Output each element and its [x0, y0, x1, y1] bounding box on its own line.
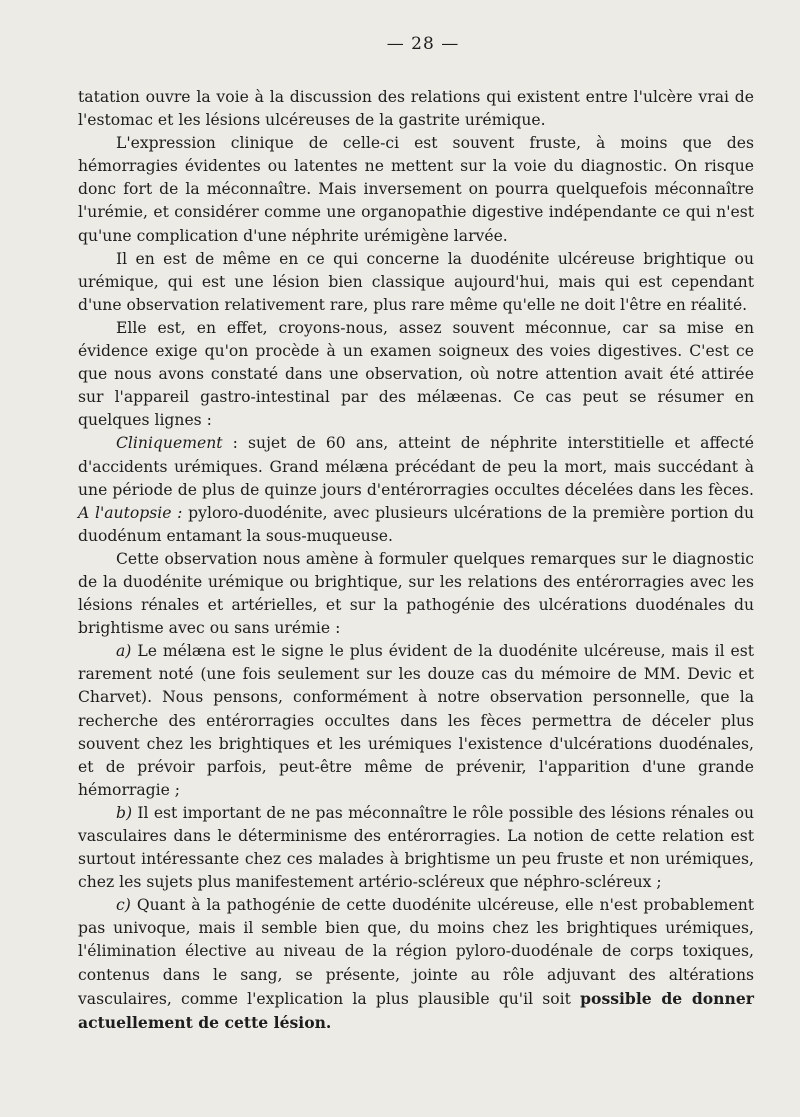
paragraph-2: L'expression clinique de celle-ci est souvent fruste, à moins que des hémorragies évidentes ou latentes ne mettent sur la voie du diagnostic. On risque donc fort de la méconnaître. Mais inversement on pourra quelquefois méconnaître l'urémie, et considérer comme une organopathie digestive indépendante ce qui n'est qu'une complication d'une néphrite urémigène larvée.	[78, 134, 754, 245]
item-b-label: b)	[116, 803, 133, 822]
body-text	[78, 86, 754, 1035]
item-c	[78, 894, 754, 1035]
clinical-label: Cliniquement	[116, 434, 223, 453]
item-b	[78, 802, 754, 894]
autopsy-label: A l'autopsie :	[78, 503, 183, 522]
item-c-final-text: possible de donner actuellement de cette lésion.	[78, 988, 754, 1032]
item-a-text: Le mélæna est le signe le plus évident de la duodénite ulcéreuse, mais il est rarement noté (une fois seulement sur les douze cas du mémoire de MM. Devic et Charvet). Nous pensons, conformément à notre observation personnelle, que la recherche des entérorragies occultes dans les fèces permettra de déceler plus souvent chez les brightiques et les urémiques l'existence d'ulcérations duodénales, et de prévoir parfois, peut-être même de prévenir, l'apparition d'une grande hémorragie ;	[78, 642, 754, 799]
item-c-label: c)	[116, 896, 131, 915]
paragraph-4: Elle est, en effet, croyons-nous, assez souvent méconnue, car sa mise en évidence exige qu'on procède à un examen soigneux des voies digestives. C'est ce que nous avons constaté dans une observation, où notre attention avait été attirée sur l'appareil gastro-intestinal par des mélæenas. Ce cas peut se résumer en quelques lignes :	[78, 318, 754, 430]
clinical-text: : sujet de 60 ans, atteint de néphrite interstitielle et affecté d'accidents urémiques. Grand mélæna précédant de peu la mort, mais succédant à une période de plus de quinze jours d'entérorragies occultes décelées dans les fèces.	[78, 434, 754, 499]
item-b-text: Il est important de ne pas méconnaître le rôle possible des lésions rénales ou vasculaires dans le déterminisme des entérorragies. La notion de cette relation est surtout intéressante chez ces malades à brightisme un peu fruste et non urémiques, chez les sujets plus manifestement artério-scléreux que néphro-scléreux ;	[78, 803, 754, 892]
paragraph-clinical-case	[78, 432, 754, 547]
paragraph-3: Il en est de même en ce qui concerne la duodénite ulcéreuse brightique ou urémique, qui est une lésion bien classique aujourd'hui, mais qui est cependant d'une observation relativement rare, plus rare même qu'elle ne doit l'être en réalité.	[78, 249, 754, 314]
paragraph-6: Cette observation nous amène à formuler quelques remarques sur le diagnostic de la duodénite urémique ou brightique, sur les relations des entérorragies avec les lésions rénales et artérielles, et sur la pathogénie des ulcérations duodénales du brightisme avec ou sans urémie :	[78, 549, 754, 638]
paragraph-1: tatation ouvre la voie à la discussion des relations qui existent entre l'ulcère vrai de l'estomac et les lésions ulcéreuses de la gastrite urémique.	[78, 88, 754, 130]
item-a-label: a)	[116, 642, 132, 661]
item-a	[78, 640, 754, 802]
page-number: — 28 —	[386, 34, 460, 54]
autopsy-text: pyloro-duodénite, avec plusieurs ulcérations de la première portion du duodénum entamant la sous-muqueuse.	[78, 503, 754, 545]
item-c-text: Quant à la pathogénie de cette duodénite ulcéreuse, elle n'est probablement pas univoque, mais il semble bien que, du moins chez les brightiques urémiques, l'élimination élective au niveau de la région pyloro-duodénale de corps toxiques, contenus dans le sang, se présente, jointe au rôle adjuvant des altérations vasculaires, comme l'explication la plus plausible qu'il soit	[78, 896, 754, 1008]
